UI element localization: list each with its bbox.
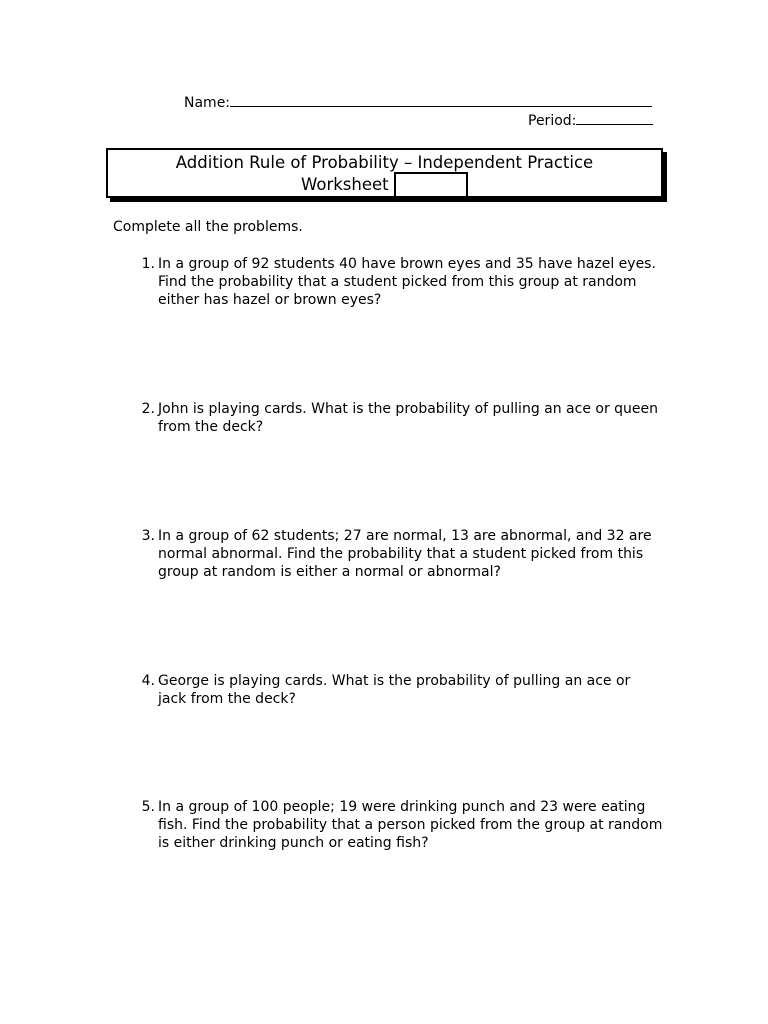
title-box	[106, 148, 663, 198]
period-field-row	[528, 111, 653, 130]
title-answer-box	[394, 172, 468, 198]
name-field-row	[184, 93, 652, 112]
period-blank-line[interactable]	[576, 111, 653, 125]
problem-number: 2.	[141, 401, 155, 417]
problem-item	[133, 527, 663, 582]
name-blank-line[interactable]	[230, 93, 652, 107]
problem-text: George is playing cards. What is the probability of pulling an ace or jack from the deck?	[158, 673, 631, 708]
problem-text: John is playing cards. What is the probability of pulling an ace or queen from the deck?	[158, 401, 659, 436]
page-title: Addition Rule of Probability – Independent Practice	[175, 153, 594, 172]
problem-item	[133, 400, 663, 436]
problem-item	[133, 255, 663, 310]
problem-number: 4.	[141, 673, 155, 689]
name-label: Name:	[184, 95, 231, 111]
problem-item	[133, 672, 663, 708]
problem-text: In a group of 62 students; 27 are normal, 13 are abnormal, and 32 are normal abnormal. Find the probability that a student picked from this group at random is either a normal or abnormal?	[158, 528, 652, 581]
problem-number: 5.	[141, 799, 155, 815]
instructions: Complete all the problems.	[113, 219, 303, 235]
problem-text: In a group of 92 students 40 have brown eyes and 35 have hazel eyes. Find the probability that a student picked from this group at random either has hazel or brown eyes?	[158, 256, 656, 309]
problem-text: In a group of 100 people; 19 were drinking punch and 23 were eating fish. Find the probability that a person picked from the group at random is either drinking punch or eating fish?	[158, 799, 663, 852]
period-label: Period:	[528, 113, 577, 129]
problem-number: 1.	[141, 256, 155, 272]
problem-number: 3.	[141, 528, 155, 544]
problem-item	[133, 798, 663, 853]
page-subtitle: Worksheet	[301, 175, 389, 194]
